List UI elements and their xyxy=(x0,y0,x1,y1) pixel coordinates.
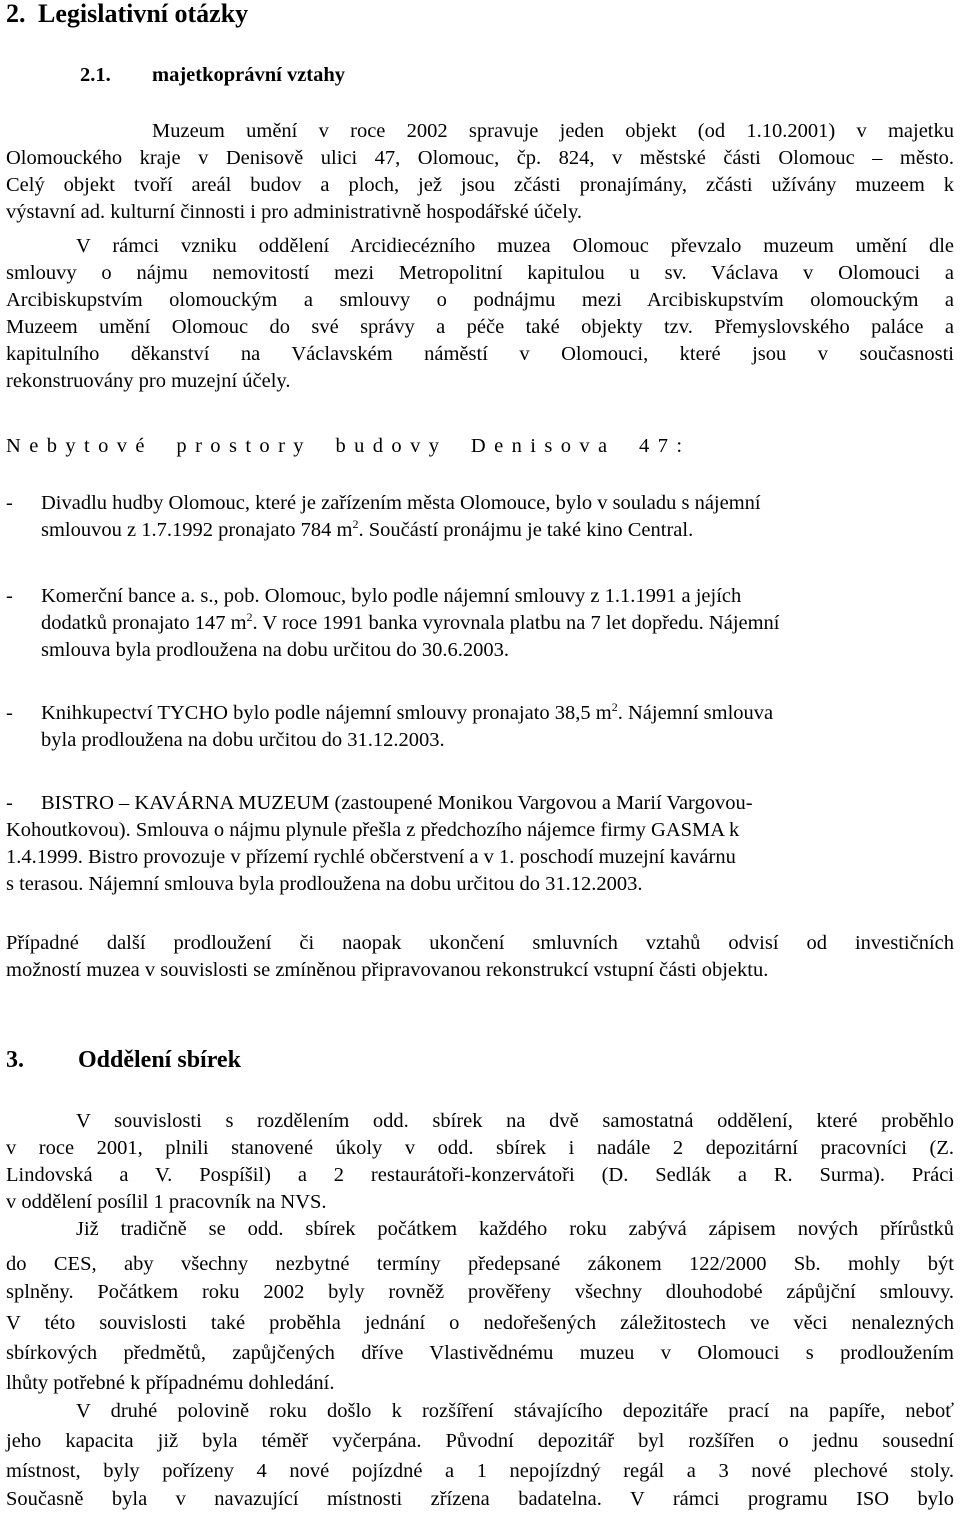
collections-p2-line-2: do CES, aby všechny nezbytné termíny předepsané zákonem 122/2000 Sb. mohly být xyxy=(6,1253,954,1275)
superscript: 2 xyxy=(611,700,618,714)
section-2-heading xyxy=(6,0,954,27)
collections-p1-line-3: Lindovská a V. Pospíšil) a 2 restaurátoři-konzervátoři (D. Sedlák a R. Surma). Práci xyxy=(6,1164,954,1186)
collections-p3-line-3: místnost, byly pořízeny 4 nové pojízdné a 1 nepojízdný regál a 3 nové plechové stoly. xyxy=(6,1460,954,1482)
list-item-text: smlouvou z 1.7.1992 pronajato 784 m xyxy=(41,519,353,541)
intro-line-7: Arcibiskupstvím olomouckým a smlouvy o podnájmu mezi Arcibiskupstvím olomouckým a xyxy=(6,289,954,311)
collections-p1-line-4: v oddělení posílil 1 pracovník na NVS. xyxy=(6,1191,327,1213)
section-title: Oddělení sbírek xyxy=(78,1047,241,1073)
list-item-line: Divadlu hudby Olomouc, které je zařízením města Olomouce, bylo v souladu s nájemní xyxy=(41,492,761,514)
list-item-theatre-line-2 xyxy=(41,517,960,544)
section-number: 2. xyxy=(6,0,26,28)
intro-line-9: kapitulního děkanství na Václavském náměstí v Olomouci, které jsou v současnosti xyxy=(6,343,954,365)
intro-line-8: Muzeem umění Olomouc do své správy a péče také objekty tzv. Přemyslovského paláce a xyxy=(6,316,954,338)
intro-line-6: smlouvy o nájmu nemovitostí mezi Metropolitní kapitulou u sv. Václava v Olomouci a xyxy=(6,262,954,284)
list-dash: - xyxy=(6,585,13,607)
list-item-bistro-line-4: s terasou. Nájemní smlouva byla prodloužena na dobu určitou do 31.12.2003. xyxy=(6,873,643,895)
list-item-bookshop-line-2: byla prodloužena na dobu určitou do 31.12.2003. xyxy=(41,729,445,751)
collections-p2-line-1: Již tradičně se odd. sbírek počátkem každého roku zabývá zápisem nových přírůstků xyxy=(76,1218,954,1240)
collections-p3-line-2: jeho kapacita již byla téměř vyčerpána. Původní depozitář byl rozšířen o jednu sousední xyxy=(6,1430,954,1452)
list-item-bistro-line-3: 1.4.1999. Bistro provozuje v přízemí rychlé občerstvení a v 1. poschodí muzejní kavárnu xyxy=(6,846,736,868)
list-item-text: dodatků pronajato 147 m xyxy=(41,612,247,634)
list-item-bistro-line-2: Kohoutkovou). Smlouva o nájmu plynule přešla z předchozího nájemce firmy GASMA k xyxy=(6,819,740,841)
intro-line-2: Olomouckého kraje v Denisově ulici 47, Olomouc, čp. 824, v městské části Olomouc – město. xyxy=(6,147,954,169)
collections-p1-line-2: v roce 2001, plnili stanovené úkoly v odd. sbírek i nadále 2 depozitární pracovníci (Z. xyxy=(6,1137,954,1159)
collections-p2-line-4: V této souvislosti také proběhla jednání o nedořešených záležitostech ve věci nenalezných xyxy=(6,1312,954,1334)
collections-p2-line-6: lhůty potřebné k případnému dohledání. xyxy=(6,1372,335,1394)
list-dash: - xyxy=(6,492,13,514)
list-item-bookshop xyxy=(6,700,954,727)
section-3-heading xyxy=(6,1047,954,1074)
section-title: Legislativní otázky xyxy=(38,0,249,28)
premises-heading: Nebytové prostory budovy Denisova 47: xyxy=(6,435,691,457)
collections-p2-line-3: splněny. Počátkem roku 2002 byly rovněž prověřeny všechny dlouhodobé zápůjční smlouvy. xyxy=(6,1281,954,1303)
superscript: 2 xyxy=(352,517,359,531)
list-item-bank-line-2 xyxy=(41,610,960,637)
collections-p1-line-1: V souvislosti s rozdělením odd. sbírek na dvě samostatná oddělení, které proběhlo xyxy=(76,1110,954,1132)
list-item-text: . Nájemní smlouva xyxy=(617,702,774,724)
list-item-bistro xyxy=(6,790,954,817)
section-number: 3. xyxy=(6,1047,24,1073)
list-item-line xyxy=(41,700,773,727)
subsection-title: majetkoprávní vztahy xyxy=(152,64,346,86)
intro-line-1: Muzeum umění v roce 2002 spravuje jeden objekt (od 1.10.2001) v majetku xyxy=(152,120,954,142)
list-item-text: . Součástí pronájmu je také kino Central. xyxy=(358,519,694,541)
collections-p2-line-5: sbírkových předmětů, zapůjčených dříve Vlastivědnému muzeu v Olomouci s prodloužením xyxy=(6,1342,954,1364)
subsection-number: 2.1. xyxy=(80,64,111,86)
intro-line-5: V rámci vzniku oddělení Arcidiecézního muzea Olomouc převzalo muzeum umění dle xyxy=(76,235,954,257)
list-item-text: Knihkupectví TYCHO bylo podle nájemní smlouvy pronajato 38,5 m xyxy=(41,702,612,724)
list-item-bank-line-3: smlouva byla prodloužena na dobu určitou do 30.6.2003. xyxy=(41,639,509,661)
collections-p3-line-4: Současně byla v navazující místnosti zřízena badatelna. V rámci programu ISO bylo xyxy=(6,1488,954,1510)
intro-line-10: rekonstruovány pro muzejní účely. xyxy=(6,370,291,392)
superscript: 2 xyxy=(246,610,253,624)
closing-line-1: Případné další prodloužení či naopak ukončení smluvních vztahů odvisí od investičních xyxy=(6,932,954,954)
closing-line-2: možností muzea v souvislosti se zmíněnou připravovanou rekonstrukcí vstupní části objektu. xyxy=(6,959,769,981)
intro-line-4: výstavní ad. kulturní činnosti i pro administrativně hospodářské účely. xyxy=(6,201,582,223)
intro-line-3: Celý objekt tvoří areál budov a ploch, jež jsou zčásti pronajímány, zčásti užívány muzeem k xyxy=(6,174,954,196)
list-item-line: Komerční bance a. s., pob. Olomouc, bylo podle nájemní smlouvy z 1.1.1991 a jejích xyxy=(41,585,742,607)
list-item-bank xyxy=(6,583,954,610)
list-dash: - xyxy=(6,792,13,814)
list-item-line: BISTRO – KAVÁRNA MUZEUM (zastoupené Monikou Vargovou a Marií Vargovou- xyxy=(41,792,753,814)
collections-p3-line-1: V druhé polovině roku došlo k rozšíření stávajícího depozitáře prací na papíře, neboť xyxy=(76,1400,954,1422)
list-item-text: . V roce 1991 banka vyrovnala platbu na 7 let dopředu. Nájemní xyxy=(252,612,780,634)
list-dash: - xyxy=(6,702,13,724)
list-item-theatre xyxy=(6,490,954,517)
